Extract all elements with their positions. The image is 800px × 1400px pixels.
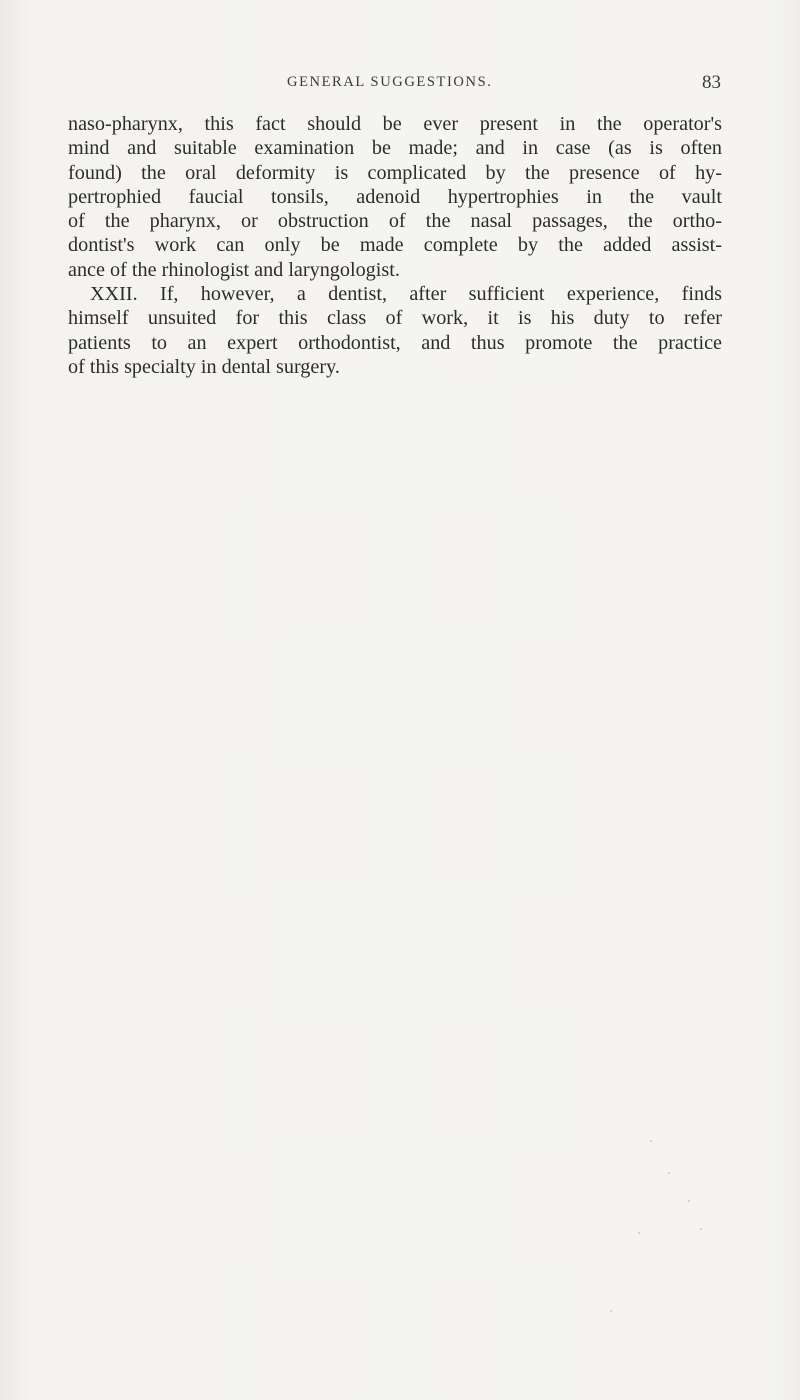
paragraph (68, 112, 722, 282)
text-line: ance of the rhinologist and laryngologist. (68, 258, 400, 281)
text-line: of this specialty in dental surgery. (68, 355, 340, 378)
text-line: naso-pharynx, this fact should be ever present in the operator's (68, 113, 722, 135)
text-line: XXII. If, however, a dentist, after sufficient experience, finds (90, 283, 722, 306)
paper-speck (688, 1200, 690, 1202)
paper-speck (650, 1140, 652, 1142)
paper-speck (638, 1232, 640, 1234)
text-line: patients to an expert orthodontist, and thus promote the practice (68, 331, 722, 354)
paragraph (68, 282, 722, 379)
paper-speck (700, 1228, 702, 1230)
running-head: GENERAL SUGGESTIONS. (287, 74, 493, 90)
page-header (0, 72, 800, 96)
text-line: pertrophied faucial tonsils, adenoid hypertrophies in the vault (68, 185, 722, 208)
text-line: himself unsuited for this class of work, it is his duty to refer (68, 307, 722, 330)
text-line: of the pharynx, or obstruction of the nasal passages, the ortho- (68, 210, 722, 233)
text-line: found) the oral deformity is complicated by the presence of hy- (68, 161, 722, 184)
text-line: mind and suitable examination be made; and in case (as is often (68, 137, 722, 160)
paper-speck (610, 1310, 612, 1312)
paper-speck (668, 1172, 670, 1174)
body-text (68, 112, 722, 379)
page-number: 83 (702, 72, 721, 93)
text-line: dontist's work can only be made complete by the added assist- (68, 234, 722, 257)
